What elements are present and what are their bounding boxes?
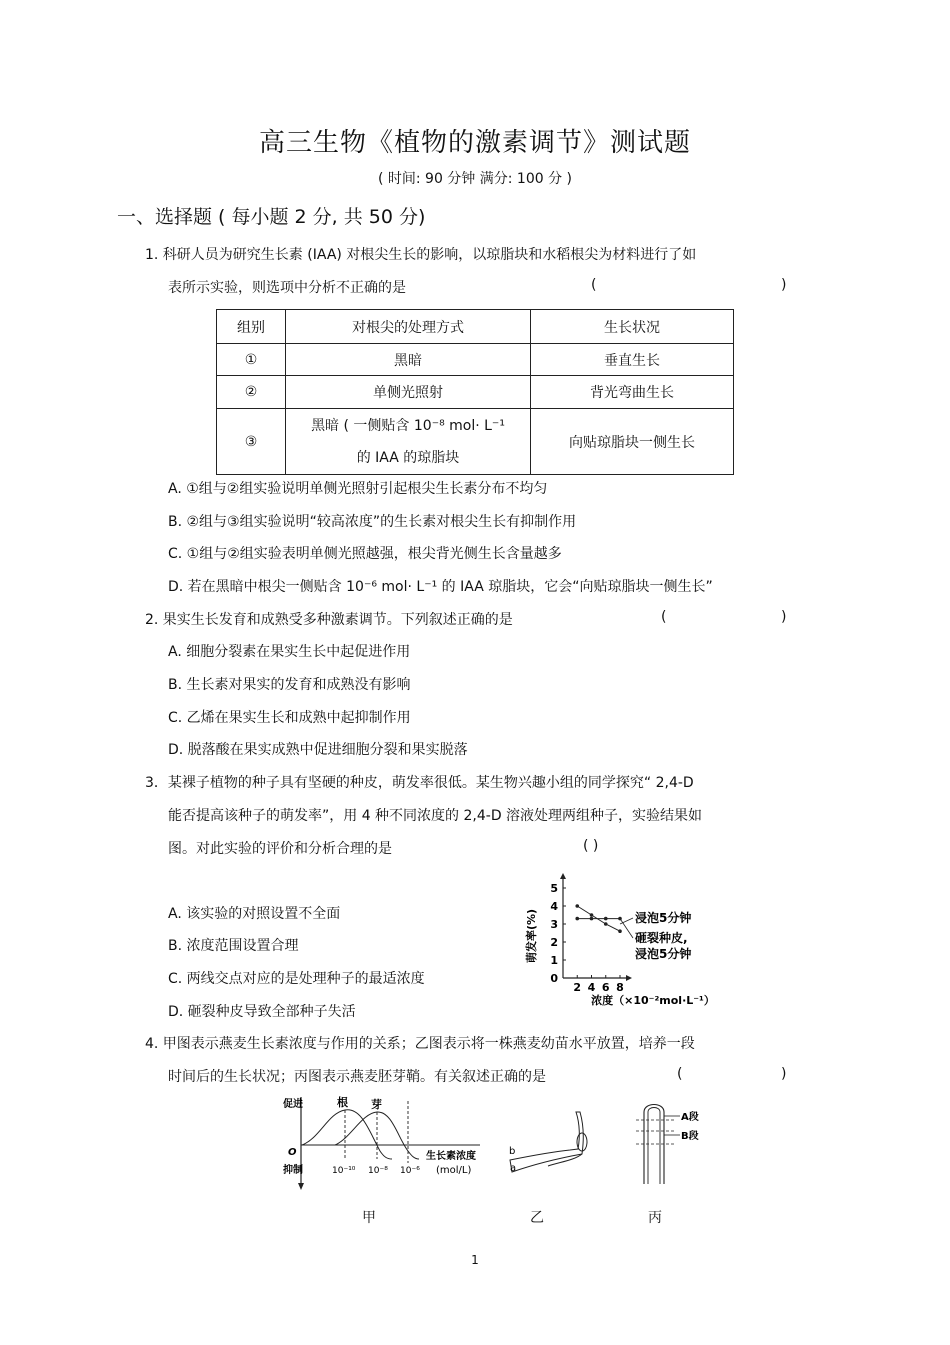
root-label: 根 [337, 1096, 348, 1109]
data-point [590, 913, 594, 917]
series-label: 砸裂种皮, [635, 931, 688, 945]
germination-chart [525, 870, 735, 1010]
data-point [590, 917, 594, 921]
horizontal-seedling-figure [490, 1098, 600, 1188]
table-header: 生长状况 [531, 310, 734, 344]
q2-option-d[interactable]: D. 脱落酸在果实成熟中促进细胞分裂和果实脱落 [168, 742, 468, 758]
y-label-promote: 促进 [283, 1099, 303, 1110]
q2-stem: 2. 果实生长发育和成熟受多种激素调节。下列叙述正确的是 [145, 612, 513, 628]
y-tick-label: 5 [550, 882, 558, 895]
coleoptile-inner [648, 1108, 660, 1185]
x-tick-label: 8 [616, 981, 624, 994]
auxin-concentration-chart [280, 1093, 490, 1193]
table-cell: ③ [217, 409, 286, 475]
q3-stem-line2: 能否提高该种子的萌发率”，用 4 种不同浓度的 2,4-D 溶液处理两组种子，实验结果如 [168, 808, 703, 824]
caption-bing: 丙 [648, 1210, 662, 1226]
x-axis-label: 生长素浓度 [426, 1151, 476, 1162]
table-cell: 向贴琼脂块一侧生长 [531, 409, 734, 475]
label-b: b [509, 1146, 516, 1157]
x-axis-unit: (mol/L) [436, 1165, 472, 1176]
q3-stem-line3: 图。对此实验的评价和分析合理的是 [168, 841, 392, 857]
origin-label: O [288, 1147, 297, 1158]
x-axis-label: 浓度（×10⁻²mol·L⁻¹） [591, 994, 715, 1007]
table-cell: 单侧光照射 [286, 376, 531, 409]
q3-option-c[interactable]: C. 两线交点对应的是处理种子的最适浓度 [168, 971, 425, 987]
q4-stem-line1: 4. 甲图表示燕麦生长素浓度与作用的关系；乙图表示将一株燕麦幼苗水平放置，培养一段 [145, 1036, 695, 1052]
page-number: 1 [471, 1253, 479, 1267]
seedling-shoot [510, 1112, 583, 1172]
chart-marks [575, 904, 633, 938]
caption-yi: 乙 [530, 1210, 544, 1226]
label-a: a [510, 1163, 517, 1174]
y-tick-label: 1 [550, 954, 558, 967]
q4-stem-line2: 时间后的生长状况；丙图表示燕麦胚芽鞘。有关叙述正确的是 [168, 1069, 546, 1085]
q1-answer-paren-close: ) [781, 277, 787, 293]
table-cell: 背光弯曲生长 [531, 376, 734, 409]
q2-option-b[interactable]: B. 生长素对果实的发育和成熟没有影响 [168, 677, 411, 693]
q1-option-b[interactable]: B. ②组与③组实验说明“较高浓度”的生长素对根尖生长有抑制作用 [168, 514, 577, 530]
data-point [604, 917, 608, 921]
y-axis-arrow [560, 873, 566, 879]
table-header: 组别 [217, 310, 286, 344]
table-cell [286, 409, 531, 475]
exam-info: ( 时间: 90 分钟 满分: 100 分 ) [377, 171, 573, 187]
table-cell: 垂直生长 [531, 344, 734, 376]
root-curve [302, 1110, 392, 1159]
series-leader [620, 919, 633, 938]
q3-answer-paren: ( ) [583, 838, 599, 854]
q1-stem-line1: 1. 科研人员为研究生长素 (IAA) 对根尖生长的影响，以琼脂块和水稻根尖为材料进行了如 [145, 247, 697, 263]
table-cell: ① [217, 344, 286, 376]
x-axis-arrow [626, 975, 632, 981]
q2-answer-paren-close: ) [781, 609, 787, 625]
y-tick-label: 0 [550, 972, 558, 985]
q3-option-d[interactable]: D. 砸裂种皮导致全部种子失活 [168, 1004, 356, 1020]
table-cell-line: 的 IAA 的琼脂块 [356, 449, 460, 466]
series-label: 浸泡5分钟 [635, 911, 692, 925]
label-b-segment: B段 [681, 1131, 699, 1142]
y-axis-arrow [298, 1183, 304, 1190]
q1-option-c[interactable]: C. ①组与②组实验表明单侧光照越强，根尖背光侧生长含量越多 [168, 546, 562, 562]
section-heading: 一、选择题 ( 每小题 2 分, 共 50 分) [117, 206, 426, 228]
chart-axes [550, 873, 632, 994]
table-cell: ② [217, 376, 286, 409]
caption-jia: 甲 [362, 1210, 376, 1226]
q4-answer-paren-close: ) [781, 1066, 787, 1082]
series-label: 浸泡5分钟 [635, 947, 692, 961]
q3-option-a[interactable]: A. 该实验的对照设置不全面 [168, 906, 341, 922]
label-a-segment: A段 [681, 1112, 699, 1123]
x-tick-label: 6 [601, 981, 610, 994]
x-tick-label: 4 [587, 981, 596, 994]
q1-answer-paren-open: ( [591, 277, 597, 293]
y-tick-label: 3 [550, 918, 558, 931]
q2-option-a[interactable]: A. 细胞分裂素在果实生长中起促进作用 [168, 644, 411, 660]
data-point [575, 904, 579, 908]
tick-label: 10⁻¹⁰ [332, 1166, 356, 1176]
table-header: 对根尖的处理方式 [286, 310, 531, 344]
coleoptile-figure [630, 1098, 720, 1188]
tick-label: 10⁻⁸ [368, 1166, 388, 1176]
y-axis-label: 萌发率(%) [525, 908, 538, 964]
q3-option-b[interactable]: B. 浓度范围设置合理 [168, 938, 299, 954]
bud-label: 芽 [371, 1098, 382, 1111]
q2-option-c[interactable]: C. 乙烯在果实生长和成熟中起抑制作用 [168, 710, 411, 726]
page-title: 高三生物《植物的激素调节》测试题 [258, 128, 691, 158]
tick-label: 10⁻⁶ [400, 1166, 420, 1176]
data-point [575, 917, 579, 921]
y-tick-label: 4 [550, 900, 558, 913]
q2-answer-paren-open: ( [661, 609, 667, 625]
data-point [604, 922, 608, 926]
q1-option-a[interactable]: A. ①组与②组实验说明单侧光照射引起根尖生长素分布不均匀 [168, 481, 548, 497]
table-cell: 黑暗 [286, 344, 531, 376]
q4-answer-paren-open: ( [677, 1066, 683, 1082]
y-tick-label: 2 [550, 936, 558, 949]
x-tick-label: 2 [573, 981, 582, 994]
q1-table [216, 309, 734, 475]
y-label-inhibit: 抑制 [283, 1165, 303, 1176]
q1-stem-line2: 表所示实验，则选项中分析不正确的是 [168, 280, 406, 296]
table-cell-line: 黑暗 ( 一侧贴含 10⁻⁸ mol· L⁻¹ [311, 417, 505, 434]
q3-stem-line1: 3．某裸子植物的种子具有坚硬的种皮，萌发率很低。某生物兴趣小组的同学探究“ 2,4-D [145, 775, 694, 791]
data-point [618, 929, 622, 933]
q1-option-d[interactable]: D. 若在黑暗中根尖一侧贴含 10⁻⁶ mol· L⁻¹ 的 IAA 琼脂块，它会“向贴琼脂块一侧生长” [168, 579, 713, 595]
